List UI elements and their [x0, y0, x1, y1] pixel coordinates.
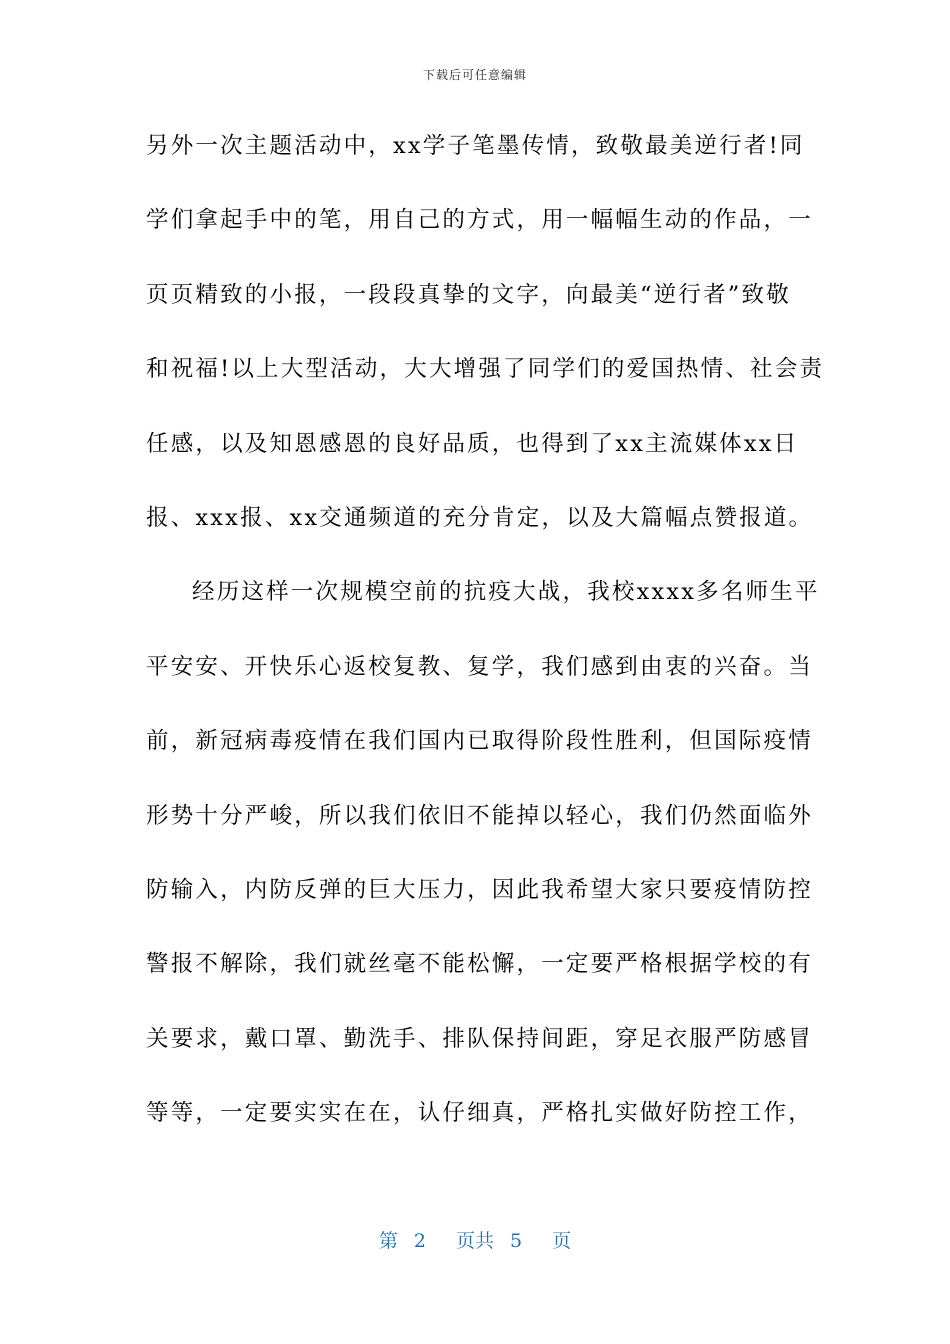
text-line: 学们拿起手中的笔，用自己的方式，用一幅幅生动的作品，一: [146, 207, 813, 234]
footer-suffix: 页: [552, 1230, 572, 1252]
text-line: 任感，以及知恩感恩的良好品质，也得到了xx主流媒体xx日: [146, 430, 799, 457]
text-line: 平安安、开快乐心返校复教、复学，我们感到由衷的兴奋。当: [146, 653, 813, 680]
text-line: 前，新冠病毒疫情在我们国内已取得阶段性胜利，但国际疫情: [146, 728, 813, 755]
text-line: 报、xxx报、xx交通频道的充分肯定，以及大篇幅点赞报道。: [146, 504, 814, 531]
header-text: 下载后可任意编辑: [422, 68, 527, 82]
footer-middle: 页共: [455, 1230, 494, 1252]
text-line: 防输入，内防反弹的巨大压力，因此我希望大家只要疫情防控: [146, 876, 813, 903]
footer-page-number: 2: [413, 1230, 426, 1252]
footer-total-pages: 5: [510, 1230, 523, 1252]
footer-prefix: 第: [378, 1230, 398, 1252]
text-line: 警报不解除，我们就丝毫不能松懈，一定要严格根据学校的有: [146, 951, 813, 978]
text-line: 关要求，戴口罩、勤洗手、排队保持间距，穿足衣服严防感冒: [146, 1025, 813, 1052]
page-header: [0, 66, 950, 83]
text-line: 另外一次主题活动中，xx学子笔墨传情，致敬最美逆行者!同: [146, 133, 805, 159]
text-line: 形势十分严峻，所以我们依旧不能掉以轻心，我们仍然面临外: [146, 802, 813, 829]
text-line: 等等，一定要实实在在，认仔细真，严格扎实做好防控工作，: [146, 1100, 813, 1127]
text-line: 经历这样一次规模空前的抗疫大战，我校xxxx多名师生平: [192, 579, 820, 606]
text-line: 页页精致的小报，一段段真挚的文字，向最美“逆行者”致敬: [146, 281, 791, 308]
page-footer: [0, 1226, 950, 1253]
document-body: [146, 126, 825, 1167]
text-line: 和祝福!以上大型活动，大大增强了同学们的爱国热情、社会责: [146, 356, 825, 383]
